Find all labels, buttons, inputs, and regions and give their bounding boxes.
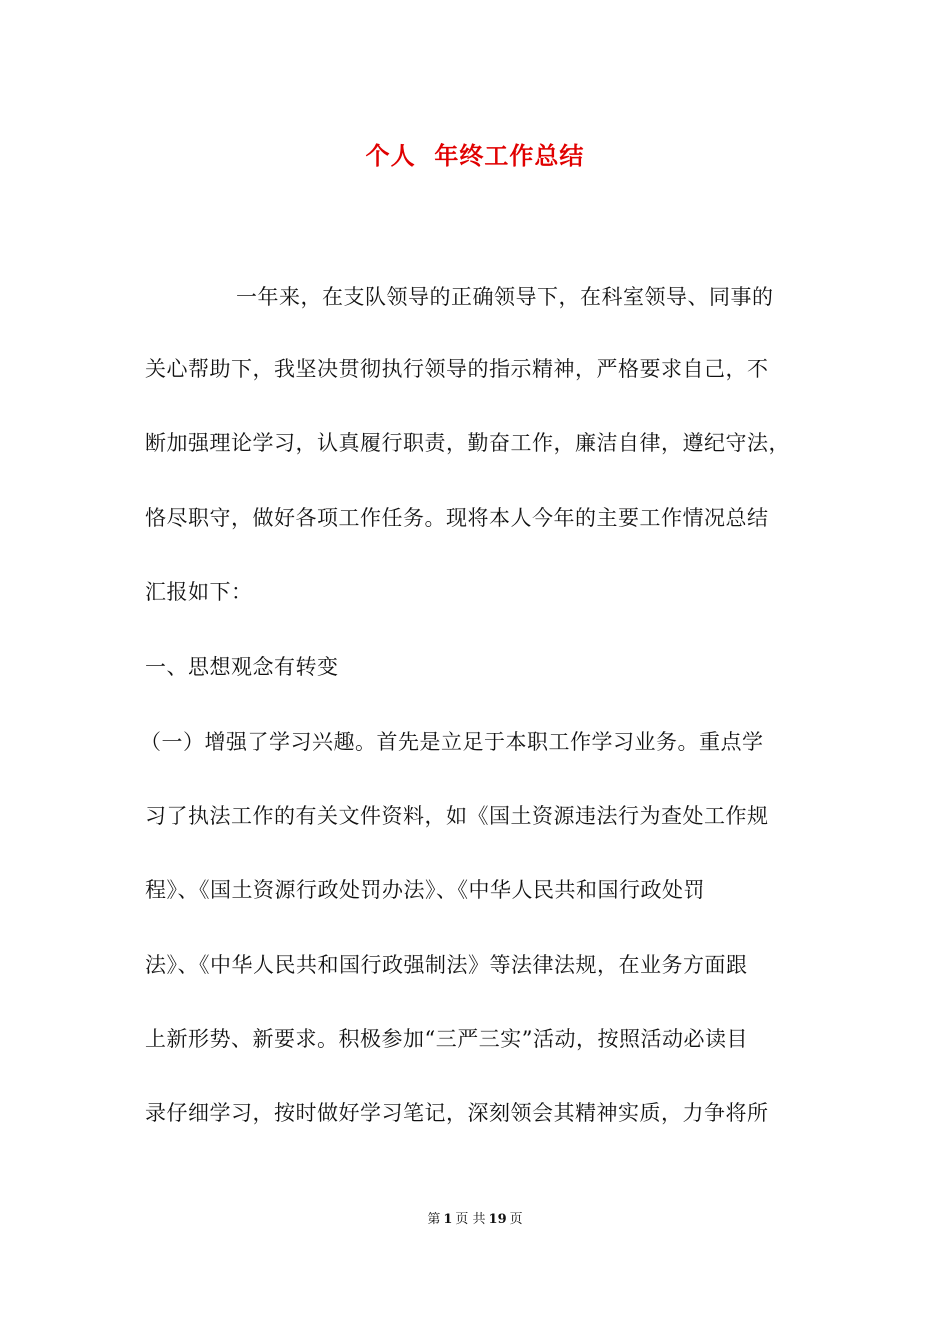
footer-total-pages: 19 (488, 1212, 507, 1227)
footer-page-number: 1 (443, 1212, 453, 1227)
paragraph-line: 录仔细学习，按时做好学习笔记，深刻领会其精神实质，力争将所 (145, 1101, 769, 1125)
paragraph-line: （一）增强了学习兴趣。首先是立足于本职工作学习业务。重点学 (140, 730, 764, 754)
paragraph-line: 关心帮助下，我坚决贯彻执行领导的指示精神，严格要求自己，不 (145, 357, 769, 381)
page-footer (0, 1208, 950, 1227)
document-title: 个人 年终工作总结 (365, 142, 585, 170)
footer-middle: 页 共 (455, 1212, 486, 1227)
paragraph-line: 恪尽职守，做好各项工作任务。现将本人今年的主要工作情况总结 (145, 506, 769, 530)
footer-prefix: 第 (427, 1212, 441, 1227)
paragraph-line: 程》、《国土资源行政处罚办法》、《中华人民共和国行政处罚 (145, 878, 705, 902)
paragraph-line: 断加强理论学习，认真履行职责，勤奋工作，廉洁自律，遵纪守法， (145, 431, 790, 455)
paragraph-line: 上新形势、新要求。积极参加“三严三实”活动，按照活动必读目 (145, 1027, 748, 1051)
section-heading: 一、思想观念有转变 (145, 655, 339, 679)
footer-suffix: 页 (509, 1212, 523, 1227)
paragraph-line: 一年来，在支队领导的正确领导下，在科室领导、同事的 (236, 285, 774, 309)
paragraph-line: 习了执法工作的有关文件资料，如《国土资源违法行为查处工作规 (145, 804, 769, 828)
paragraph-line: 汇报如下： (145, 580, 253, 604)
paragraph-line: 法》、《中华人民共和国行政强制法》等法律法规，在业务方面跟 (145, 953, 748, 977)
